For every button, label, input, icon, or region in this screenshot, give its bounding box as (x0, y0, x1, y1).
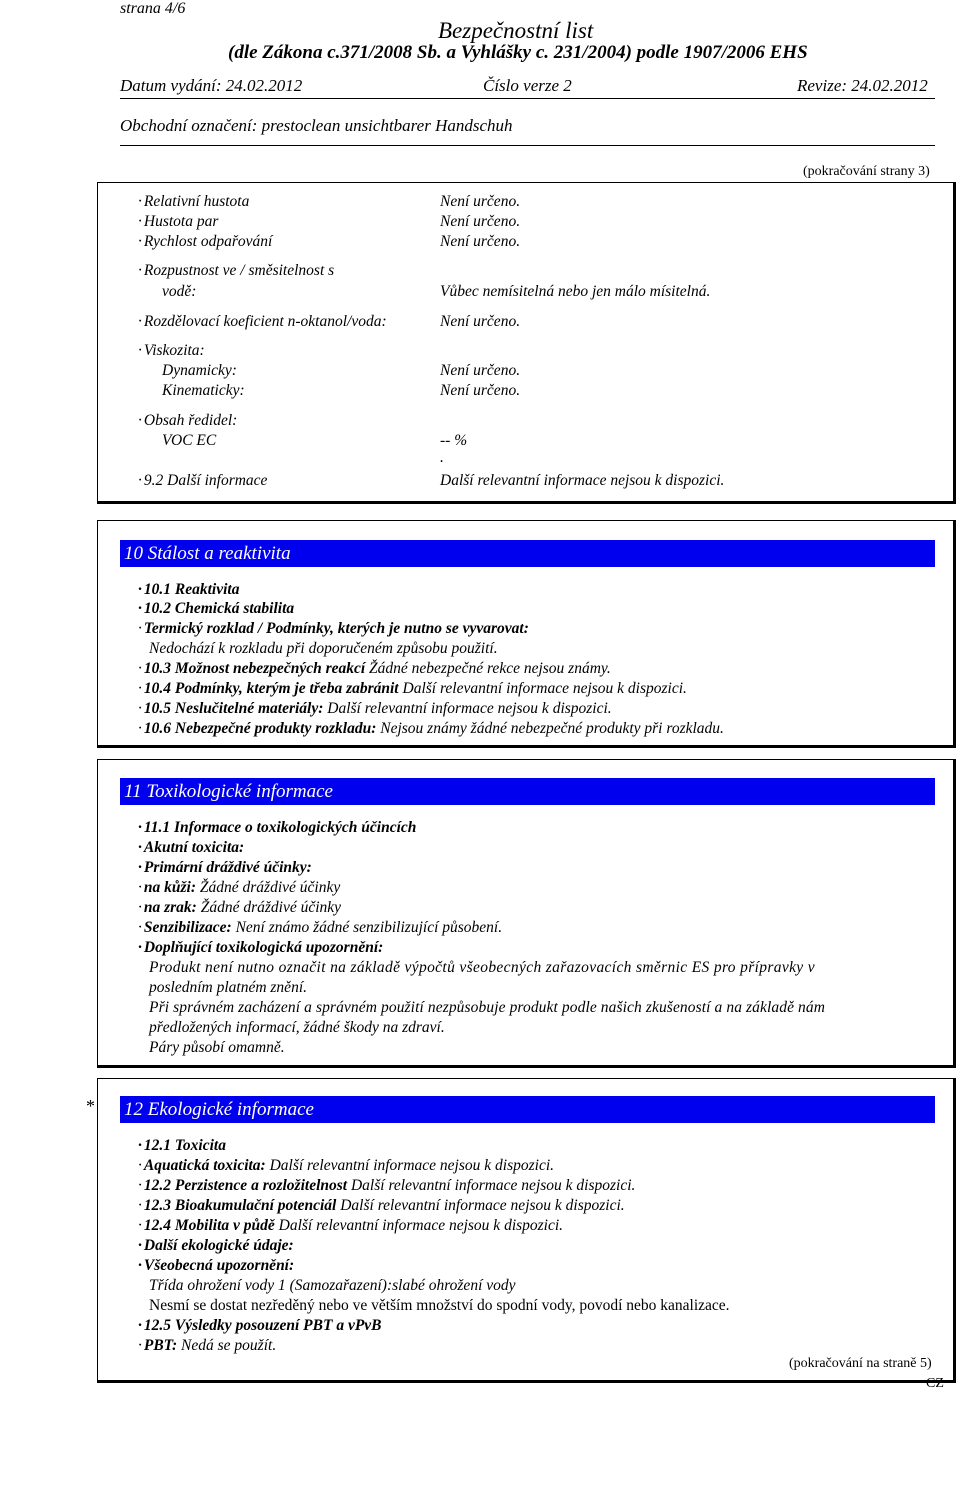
section-9-box (97, 182, 956, 504)
pbt-value: · PBT: Nedá se použít. (138, 1337, 277, 1354)
hazardous-reactions: · 10.3 Možnost nebezpečných reakcí Žádné nebezpečné rekce nejsou známy. (138, 660, 611, 677)
revision-star: * (86, 1096, 95, 1116)
dynamic-label: Dynamicky: (162, 362, 237, 379)
additional-line-5: Páry působí omamně. (149, 1039, 285, 1056)
incompatible-materials: · 10.5 Neslučitelné materiály: Další relevantní informace nejsou k dispozici. (138, 700, 612, 717)
additional-line-3: Při správném zacházení a správném použití nezpůsobuje produkt podle našich zkušeností a na základě nám (149, 999, 826, 1016)
bioaccumulation: · 12.3 Bioakumulační potenciál Další relevantní informace nejsou k dispozici. (138, 1197, 625, 1214)
sensitization: · Senzibilizace: Není známo žádné senzibilizující působení. (138, 919, 503, 936)
document-subtitle: (dle Zákona c.371/2008 Sb. a Vyhlášky c. 231/2004) podle 1907/2006 EHS (228, 42, 808, 63)
header-rule-2 (120, 145, 935, 146)
voc-label: VOC EC (162, 432, 217, 449)
kinematic-label: Kinematicky: (162, 382, 245, 399)
viscosity-label: · Viskozita: (138, 342, 205, 359)
pbt-assessment-label: · 12.5 Výsledky posouzení PBT a vPvB (138, 1317, 382, 1334)
reactivity-label: · 10.1 Reaktivita (138, 581, 240, 598)
stability-label: · 10.2 Chemická stabilita (138, 600, 295, 617)
page-number: strana 4/6 (120, 0, 186, 17)
evaporation-label: · Rychlost odpařování (138, 233, 273, 250)
acute-toxicity-label: · Akutní toxicita: (138, 839, 245, 856)
partition-value: Není určeno. (440, 313, 521, 330)
skin-irritation: · na kůži: Žádné dráždivé účinky (138, 879, 341, 896)
toxicological-effects-label: · 11.1 Informace o toxikologických účincích (138, 819, 417, 836)
additional-line-4: předložených informací, žádné škody na zdraví. (149, 1019, 445, 1036)
additional-line-2: posledním platném znění. (149, 979, 307, 996)
evaporation-value: Není určeno. (440, 233, 521, 250)
document-title: Bezpečnostní list (438, 18, 594, 43)
issue-date: Datum vydání: 24.02.2012 (120, 76, 303, 95)
section-11-heading: 11 Toxikologické informace (120, 778, 935, 805)
other-info-value: Další relevantní informace nejsou k dispozici. (440, 472, 725, 489)
section-12-heading: 12 Ekologické informace (120, 1096, 935, 1123)
header-rule (120, 98, 935, 99)
avoid-conditions: · 10.4 Podmínky, kterým je třeba zabránit Další relevantní informace nejsou k dispozici. (138, 680, 687, 697)
partition-label: · Rozdělovací koeficient n-oktanol/voda: (138, 313, 387, 330)
general-line-2: Nesmí se dostat nezředěný nebo ve větším množství do spodní vody, povodí nebo kanalizace. (149, 1297, 730, 1314)
trade-name: Obchodní označení: prestoclean unsichtbarer Handschuh (120, 116, 513, 135)
toxicity-label: · 12.1 Toxicita (138, 1137, 226, 1154)
eco-data-label: · Další ekologické údaje: (138, 1237, 294, 1254)
primary-irritation-label: · Primární dráždivé účinky: (138, 859, 312, 876)
vapor-density-value: Není určeno. (440, 213, 521, 230)
other-info-label: · 9.2 Další informace (138, 472, 268, 489)
voc-dot: . (440, 449, 444, 466)
solvents-label: · Obsah ředidel: (138, 412, 238, 429)
solubility-label-2: vodě: (162, 283, 197, 300)
additional-line-1: Produkt není nutno označit na základě výpočtů všeobecných zařazovacích směrnic ES pro přípravky v (149, 959, 815, 976)
aquatic-toxicity: · Aquatická toxicita: Další relevantní informace nejsou k dispozici. (138, 1157, 555, 1174)
dynamic-value: Není určeno. (440, 362, 521, 379)
section-10-heading: 10 Stálost a reaktivita (120, 540, 935, 567)
relative-density-label: · Relativní hustota (138, 193, 250, 210)
revision-date: Revize: 24.02.2012 (797, 76, 928, 95)
solubility-value: Vůbec nemísitelná nebo jen málo mísitelná. (440, 283, 711, 300)
continued-from: (pokračování strany 3) (803, 164, 930, 179)
voc-value: -- % (440, 432, 468, 449)
solubility-label: · Rozpustnost ve / směsitelnost s (138, 262, 335, 279)
language-code: CZ (926, 1376, 944, 1391)
general-line-1: Třída ohrožení vody 1 (Samozařazení):slabé ohrožení vody (149, 1277, 516, 1294)
additional-toxicological-label: · Doplňující toxikologická upozornění: (138, 939, 384, 956)
kinematic-value: Není určeno. (440, 382, 521, 399)
vapor-density-label: · Hustota par (138, 213, 219, 230)
soil-mobility: · 12.4 Mobilita v půdě Další relevantní informace nejsou k dispozici. (138, 1217, 564, 1234)
decomposition-label: · Termický rozklad / Podmínky, kterých je nutno se vyvarovat: (138, 620, 529, 637)
eye-irritation: · na zrak: Žádné dráždivé účinky (138, 899, 342, 916)
persistence: · 12.2 Perzistence a rozložitelnost Další relevantní informace nejsou k dispozici. (138, 1177, 636, 1194)
continued-on: (pokračování na straně 5) (789, 1356, 932, 1371)
decomposition-text: Nedochází k rozkladu při doporučeném způsobu použití. (149, 640, 498, 657)
general-notes-label: · Všeobecná upozornění: (138, 1257, 295, 1274)
version-number: Číslo verze 2 (483, 76, 572, 95)
relative-density-value: Není určeno. (440, 193, 521, 210)
decomposition-products: · 10.6 Nebezpečné produkty rozkladu: Nejsou známy žádné nebezpečné produkty při rozkladu. (138, 720, 724, 737)
